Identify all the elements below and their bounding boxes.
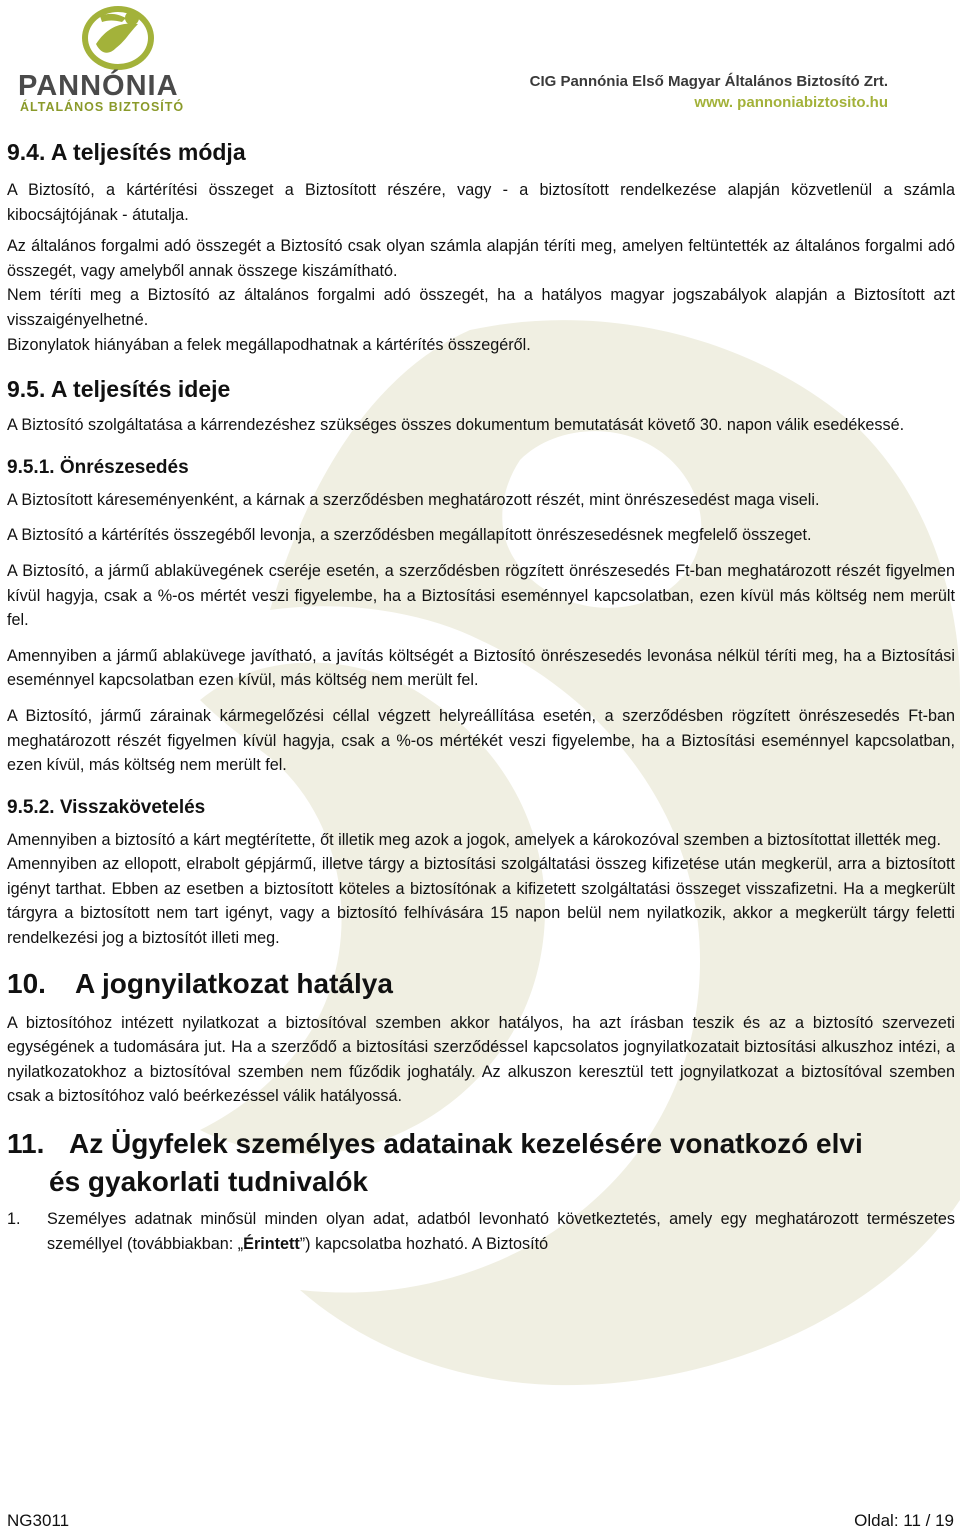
paragraph: A biztosítóhoz intézett nyilatkozat a biztosítóval szemben akkor hatályos, ha azt írásban teszik és az a biztosító szervezeti egységének a tudomására jut. Ha a szerződő a biztosítási szerződéssel kapcsolatos jognyilatkozatait biztosítási alkuszhoz intézi, a nyilatkozatokhoz a biztosítóval szemben nem fűződik joghatály. Az alkuszon keresztül tett jognyilatkozat a biztosítóval szemben csak a biztosítóhoz való beérkezéssel válik hatályossá. [7, 1013, 955, 1106]
section-9-5-1-title: 9.5.1. Önrészesedés [7, 456, 189, 478]
paragraph: A Biztosító, jármű zárainak kármegelőzési céllal végzett helyreállítása esetén, a szerződésben rögzített önrészesedés Ft-ban meghatározott részét figyelmen kívül hagyja, csak a %-os mértékét veszi figyelembe, ha a Biztosítási eseménnyel kapcsolatban, ezen kívül, más költség nem merült fel. [7, 706, 955, 775]
company-info [530, 73, 888, 111]
paragraph: Az általános forgalmi adó összegét a Biztosító csak olyan számla alapján téríti meg, amelyen feltüntették az általános forgalmi adó összegét, vagy amelyből annak összege kiszámítható. [7, 237, 955, 280]
section-9-5-title: 9.5. A teljesítés ideje [7, 376, 231, 403]
runner-logo-icon [18, 4, 208, 74]
document-body [7, 132, 955, 1256]
paragraph: Amennyiben a biztosító a kárt megtérítette, őt illetik meg azok a jogok, amelyek a károkozóval szemben a biztosítottat illették meg. [7, 830, 941, 849]
company-url[interactable]: www. pannoniabiztosito.hu [694, 94, 888, 111]
section-title-line-2: és gyakorlati tudnivalók [49, 1166, 368, 1198]
paragraph: Nem téríti meg a Biztosító az általános forgalmi adó összegét, ha a hatályos magyar jogszabályok alapján a Biztosított azt visszaigényelhetné. [7, 286, 955, 329]
list-item-text-start: Személyes adatnak minősül minden olyan adat, adatból levonható következtetés, amely egy meghatározott természetes személlyel (továbbiakban: „ [47, 1210, 955, 1253]
section-10-title [7, 965, 955, 1003]
list-item-text [47, 1207, 955, 1256]
section-number: 10. [7, 967, 46, 999]
paragraph: Amennyiben a jármű ablaküvege javítható, a javítás költségét a Biztosító önrészesedés levonása nélkül téríti meg, ha a Biztosítási eseménnyel kapcsolatban ezen kívül, más költség nem merült fel. [7, 646, 955, 690]
page-number: Oldal: 11 / 19 [854, 1511, 954, 1530]
page-header [0, 0, 960, 120]
company-name: CIG Pannónia Első Magyar Általános Biztosító Zrt. [529, 73, 888, 90]
paragraph: Bizonylatok hiányában a felek megállapodhatnak a kártérítés összegéről. [7, 335, 531, 354]
logo-subtitle: ÁLTALÁNOS BIZTOSÍTÓ [20, 100, 185, 114]
paragraph: A Biztosító, a kártérítési összeget a Biztosított részére, vagy - a biztosított rendelkezése alapján közvetlenül a számla kibocsájtójának - átutalja. [7, 181, 955, 224]
company-logo [18, 4, 208, 116]
list-item-number: 1. [7, 1210, 21, 1229]
defined-term: Érintett [243, 1234, 300, 1253]
paragraph: A Biztosító, a jármű ablaküvegének cseréje esetén, a szerződésben rögzített önrészesedés Ft-ban meghatározott részét figyelmen kívül hagyja, csak a %-os mértét veszi figyelembe, ha a Biztosítási eseménnyel kapcsolatban, ezen kívül más költség nem merült fel. [7, 561, 955, 630]
paragraph: A Biztosító a kártérítés összegéből levonja, a szerződésben megállapított önrészesedésnek megfelelő összeget. [7, 526, 812, 545]
section-number: 11. [7, 1128, 45, 1160]
section-title-line-1: Az Ügyfelek személyes adatainak kezelésére vonatkozó elvi [69, 1128, 863, 1160]
paragraph: A Biztosító szolgáltatása a kárrendezéshez szükséges összes dokumentum bemutatását követő 30. napon válik esedékessé. [7, 416, 905, 435]
section-9-5-2-title: 9.5.2. Visszakövetelés [7, 796, 206, 818]
paragraph: A Biztosított káreseményenként, a kárnak a szerződésben meghatározott részét, mint önrészesedést maga viseli. [7, 490, 820, 509]
paragraph: Amennyiben az ellopott, elrabolt gépjármű, illetve tárgy a biztosítási szolgáltatási összeg kifizetése után megkerül, arra a biztosított igényt tarthat. Ebben az esetben a biztosított köteles a biztosítónak a kifizetett szolgáltatási összeget visszafizetni. Ha a megkerült tárgyra a biztosított nem tart igényt, vagy a biztosító felhívására 15 napon belül nem nyilatkozik, akkor a megkerült tárgy feletti rendelkezési jog a biztosítót illeti meg. [7, 855, 955, 948]
list-item [7, 1207, 955, 1256]
section-11-title [7, 1125, 955, 1201]
section-9-4-title: 9.4. A teljesítés módja [7, 139, 246, 165]
logo-wordmark: PANNÓNIA [18, 70, 179, 102]
list-item-text-end: ”) kapcsolatba hozható. A Biztosító [299, 1234, 549, 1253]
section-title-text: A jognyilatkozat hatálya [75, 967, 393, 999]
page-footer [7, 1511, 954, 1533]
document-code: NG3011 [7, 1511, 70, 1530]
